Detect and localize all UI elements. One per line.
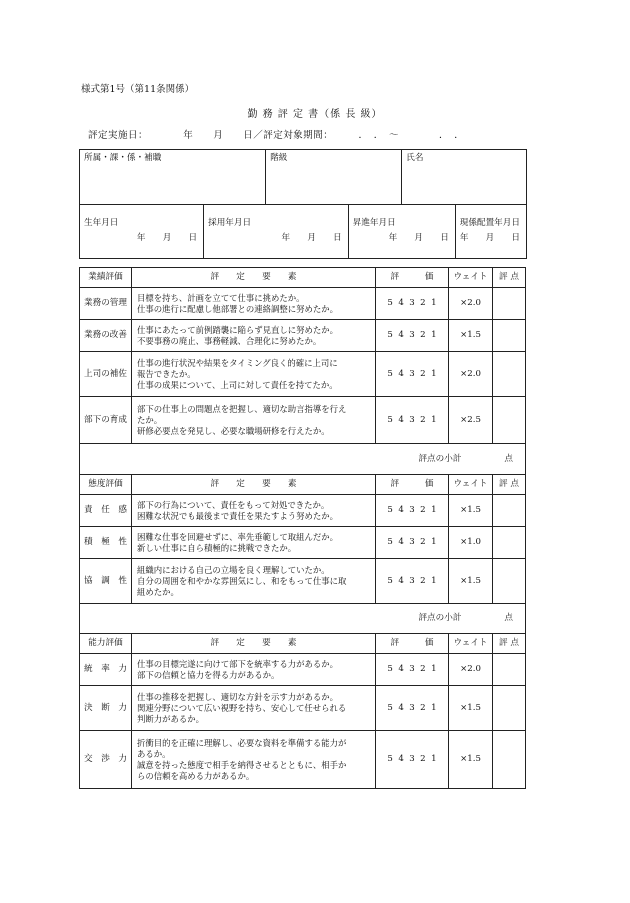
section-category-header: 業績評価 — [80, 268, 132, 288]
row-category: 統 率 力 — [80, 654, 132, 686]
document-title: 勤 務 評 定 書（係 長 級） — [247, 109, 383, 120]
rating-scale[interactable]: 5 4 3 2 1 — [376, 686, 449, 731]
weight-header: ウェイト — [449, 634, 493, 654]
rating-header: 評 価 — [376, 475, 449, 495]
current-assignment-date-value: 年 月 日 — [459, 233, 520, 243]
row-weight: ×1.0 — [449, 527, 493, 559]
score-cell[interactable] — [493, 686, 526, 731]
row-weight: ×1.5 — [449, 686, 493, 731]
weight-header: ウェイト — [449, 268, 493, 288]
row-weight: ×1.5 — [449, 320, 493, 352]
name-cell[interactable] — [402, 150, 527, 205]
evaluation-row — [80, 288, 526, 320]
score-cell[interactable] — [493, 495, 526, 527]
hire-date-cell[interactable] — [204, 205, 349, 259]
evaluation-row — [80, 397, 526, 444]
section-header — [80, 268, 526, 288]
rating-header: 評 価 — [376, 268, 449, 288]
subtotal-label[interactable]: 評点の小計 点 — [80, 444, 526, 475]
row-category: 決 断 力 — [80, 686, 132, 731]
score-cell[interactable] — [493, 731, 526, 789]
row-category: 積 極 性 — [80, 527, 132, 559]
subtotal-row — [80, 444, 526, 475]
birth-date-label: 生年月日 — [84, 218, 119, 228]
evaluation-row — [80, 352, 526, 397]
row-weight: ×2.0 — [449, 654, 493, 686]
row-weight: ×2.5 — [449, 397, 493, 444]
rating-scale[interactable]: 5 4 3 2 1 — [376, 320, 449, 352]
affiliation-cell[interactable] — [80, 150, 266, 205]
score-header: 評 点 — [493, 268, 526, 288]
row-category: 業務の管理 — [80, 288, 132, 320]
promotion-date-label: 昇進年月日 — [352, 218, 396, 228]
personal-info-table — [79, 149, 527, 259]
weight-header: ウェイト — [449, 475, 493, 495]
rating-scale[interactable]: 5 4 3 2 1 — [376, 654, 449, 686]
affiliation-label: 所属・課・係・補職 — [84, 153, 162, 163]
elements-header: 評 定 要 素 — [132, 634, 376, 654]
row-category: 責 任 感 — [80, 495, 132, 527]
score-header: 評 点 — [493, 634, 526, 654]
birth-date-value: 年 月 日 — [136, 233, 198, 243]
form-number: 様式第1号（第11条関係） — [81, 84, 195, 95]
grade-label: 階級 — [270, 153, 288, 163]
rating-scale[interactable]: 5 4 3 2 1 — [376, 397, 449, 444]
rating-scale[interactable]: 5 4 3 2 1 — [376, 731, 449, 789]
hire-date-label: 採用年月日 — [208, 218, 252, 228]
row-description: 仕事の推移を把握し、適切な方針を示す力があるか。 関連分野について広い視野を持ち、安心して任せられる 判断力があるか。 — [132, 686, 376, 731]
rating-scale[interactable]: 5 4 3 2 1 — [376, 495, 449, 527]
evaluation-row — [80, 731, 526, 789]
section-category-header: 能力評価 — [80, 634, 132, 654]
score-cell[interactable] — [493, 654, 526, 686]
row-description: 仕事の進行状況や結果をタイミング良く的確に上司に 報告できたか。 仕事の成果について、上司に対して責任を持てたか。 — [132, 352, 376, 397]
rating-scale[interactable]: 5 4 3 2 1 — [376, 527, 449, 559]
row-description: 部下の仕事上の問題点を把握し、適切な助言指導を行え たか。 研修必要点を発見し、必要な職場研修を行えたか。 — [132, 397, 376, 444]
subtotal-row — [80, 604, 526, 634]
rating-header: 評 価 — [376, 634, 449, 654]
row-weight: ×2.0 — [449, 288, 493, 320]
grade-cell[interactable] — [266, 150, 402, 205]
row-weight: ×1.5 — [449, 731, 493, 789]
row-description: 困難な仕事を回避せずに、率先垂範して取組んだか。 新しい仕事に自ら積極的に挑戦できたか。 — [132, 527, 376, 559]
elements-header: 評 定 要 素 — [132, 268, 376, 288]
rating-scale[interactable]: 5 4 3 2 1 — [376, 559, 449, 604]
score-cell[interactable] — [493, 527, 526, 559]
elements-header: 評 定 要 素 — [132, 475, 376, 495]
evaluation-row — [80, 686, 526, 731]
birth-date-cell[interactable] — [80, 205, 204, 259]
row-description: 折衝目的を正確に理解し、必要な資料を準備する能力が あるか。 誠意を持った態度で相手を納得させるとともに、相手か らの信頼を高める力があるか。 — [132, 731, 376, 789]
name-label: 氏名 — [406, 153, 424, 163]
evaluation-row — [80, 320, 526, 352]
row-category: 交 渉 力 — [80, 731, 132, 789]
evaluation-table — [79, 267, 526, 789]
row-category: 業務の改善 — [80, 320, 132, 352]
rating-scale[interactable]: 5 4 3 2 1 — [376, 352, 449, 397]
promotion-date-cell[interactable] — [348, 205, 455, 259]
promotion-date-value: 年 月 日 — [388, 233, 449, 243]
row-description: 仕事にあたって前例踏襲に陥らず見直しに努めたか。 不要事務の廃止、事務軽減、合理化に努めたか。 — [132, 320, 376, 352]
evaluation-row — [80, 654, 526, 686]
current-assignment-date-cell[interactable] — [455, 205, 526, 259]
row-weight: ×1.5 — [449, 495, 493, 527]
row-category: 協 調 性 — [80, 559, 132, 604]
hire-date-value: 年 月 日 — [281, 233, 342, 243]
rating-scale[interactable]: 5 4 3 2 1 — [376, 288, 449, 320]
evaluation-row — [80, 495, 526, 527]
row-category: 上司の補佐 — [80, 352, 132, 397]
current-assignment-date-label: 現係配置年月日 — [459, 218, 520, 228]
row-description: 仕事の目標完遂に向けて部下を統率する力があるか。 部下の信頼と協力を得る力があるか。 — [132, 654, 376, 686]
row-weight: ×2.0 — [449, 352, 493, 397]
row-description: 組織内における自己の立場を良く理解していたか。 自分の周囲を和やかな雰囲気にし、和をもって仕事に取 組めたか。 — [132, 559, 376, 604]
subtotal-label[interactable]: 評点の小計 点 — [80, 604, 526, 634]
row-category: 部下の育成 — [80, 397, 132, 444]
score-header: 評 点 — [493, 475, 526, 495]
score-cell[interactable] — [493, 288, 526, 320]
row-description: 目標を持ち、計画を立てて仕事に挑めたか。 仕事の進行に配慮し他部署との連絡調整に努めたか。 — [132, 288, 376, 320]
evaluation-period-line: 評定実施日： 年 月 日／評定対象期間： ． ． ～ ． ． — [88, 130, 465, 141]
score-cell[interactable] — [493, 352, 526, 397]
score-cell[interactable] — [493, 559, 526, 604]
row-weight: ×1.5 — [449, 559, 493, 604]
section-header — [80, 634, 526, 654]
section-header — [80, 475, 526, 495]
row-description: 部下の行為について、責任をもって対処できたか。 困難な状況でも最後まで責任を果たすよう努めたか。 — [132, 495, 376, 527]
score-cell[interactable] — [493, 397, 526, 444]
evaluation-row — [80, 527, 526, 559]
evaluation-row — [80, 559, 526, 604]
score-cell[interactable] — [493, 320, 526, 352]
section-category-header: 態度評価 — [80, 475, 132, 495]
